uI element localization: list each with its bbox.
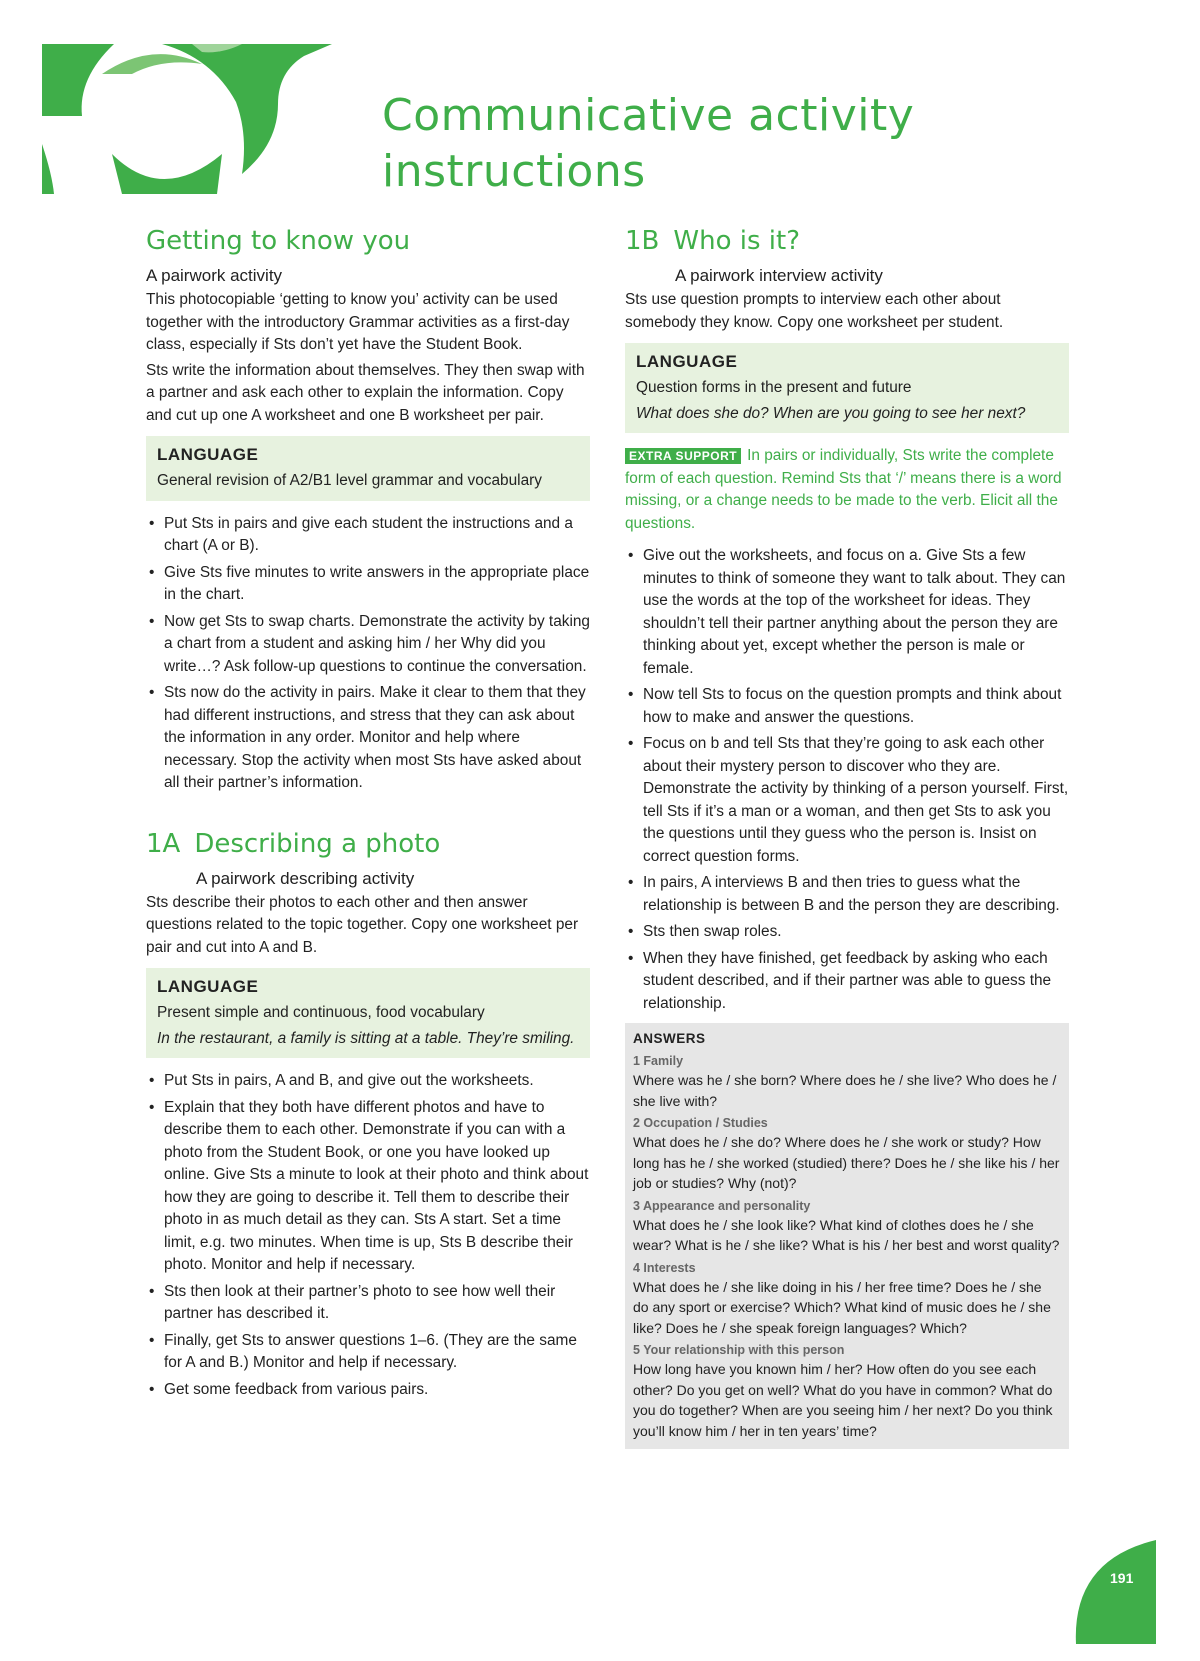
section-title-who-is-it (625, 224, 1069, 258)
answer-text: What does he / she look like? What kind of clothes does he / she wear? What is he / she like? What is his / her best and worst quality? (633, 1216, 1060, 1253)
list-item: • Give out the worksheets, and focus on a. Give Sts a few minutes to think of someone they want to talk about. They can use the words at the top of the worksheet for ideas. They shouldn’t tell their partner anything about the person they are thinking about yet, except whether the person is male or female. (625, 545, 1069, 680)
list-item: • Focus on b and tell Sts that they’re going to ask each other about their mystery person to discover who they are. Demonstrate the activity by thinking of a person yourself. First, tell Sts if it’s a man or a woman, and then get Sts to ask you the questions until they guess who the person is. Insist on correct question forms. (625, 733, 1069, 868)
paragraph: Sts use question prompts to interview each other about somebody they know. Copy one worksheet per student. (625, 291, 1004, 331)
answers-box (625, 1023, 1069, 1449)
answer-label: 4 Interests (633, 1260, 696, 1275)
language-line: Question forms in the present and future (636, 379, 912, 396)
list-item: • Explain that they both have different photos and have to describe them to each other. Demonstrate if you can with a photo from the Student Book, or one you have looked up online. Give Sts a minute to look at their photo and think about how they are going to describe it. Tell them to describe their photo in as much detail as they can. Sts A start. Set a time limit, e.g. two minutes. When time is up, Sts B describe their photo. Monitor and help if necessary. (146, 1097, 590, 1277)
answer-text: How long have you known him / her? How often do you see each other? Do you get on well? What do you have in common? What do you do together? When are you seeing him / her next? Do you think you’ll know him / her in ten years’ time? (633, 1361, 1053, 1439)
language-line: Present simple and continuous, food vocabulary (157, 1004, 485, 1021)
section-title-getting-to-know-you: Getting to know you (146, 226, 411, 256)
list-item: • Put Sts in pairs and give each student the instructions and a chart (A or B). (146, 513, 590, 558)
section-subtitle: A pairwork describing activity (196, 868, 415, 888)
answers-heading: ANSWERS (633, 1031, 706, 1046)
answer-text: What does he / she like doing in his / her free time? Does he / she do any sport or exercise? Which? What kind of music does he / she like? Does he / she speak foreign languages? Which? (633, 1278, 1051, 1336)
list-item: • In pairs, A interviews B and then tries to guess what the relationship is between B and the person they are describing. (625, 872, 1069, 917)
list-item: • Sts then look at their partner’s photo to see how well their partner has described it. (146, 1281, 590, 1326)
list-item: • Sts then swap roles. (625, 921, 1069, 944)
language-heading: LANGUAGE (636, 352, 738, 371)
language-box (146, 968, 590, 1058)
language-example: In the restaurant, a family is sitting at a table. They’re smiling. (157, 1029, 575, 1047)
list-item: • Put Sts in pairs, A and B, and give out the worksheets. (146, 1070, 590, 1093)
language-box (625, 343, 1069, 433)
answer-label: 5 Your relationship with this person (633, 1343, 845, 1357)
page-number-tab (1072, 1540, 1156, 1644)
list-item: • When they have finished, get feedback by asking who each student described, and if their partner was able to guess the relationship. (625, 948, 1069, 1016)
language-box (146, 436, 590, 501)
page-title: Communicative activity instructions (382, 90, 915, 197)
left-column (146, 224, 590, 1405)
right-column (625, 224, 1069, 1449)
section-title-text: Who is it? (673, 226, 801, 256)
paragraph: Sts write the information about themselves. They then swap with a partner and ask each other to explain the information. Copy and cut up one A worksheet and one B worksheet per pair. (146, 361, 585, 424)
brand-logo (42, 44, 332, 194)
answer-label: 3 Appearance and personality (633, 1198, 811, 1213)
list-item: • Give Sts five minutes to write answers in the appropriate place in the chart. (146, 562, 590, 607)
list-item: • Get some feedback from various pairs. (146, 1379, 590, 1402)
list-item: • Finally, get Sts to answer questions 1–6. (They are the same for A and B.) Monitor and help if necessary. (146, 1330, 590, 1375)
page-number: 191 (1110, 1570, 1134, 1586)
answer-label: 1 Family (633, 1054, 684, 1068)
paragraph: This photocopiable ‘getting to know you’ activity can be used together with the introductory Grammar activities as a first-day class, especially if Sts don’t yet have the Student Book. (146, 291, 570, 353)
list-item: • Now get Sts to swap charts. Demonstrate the activity by taking a chart from a student and asking him / her Why did you write…? Ask follow-up questions to continue the conversation. (146, 611, 590, 679)
extra-support-note (625, 445, 1069, 535)
language-example: What does she do? When are you going to see her next? (636, 404, 1026, 422)
extra-support-text: In pairs or individually, Sts write the complete form of each question. Remind Sts that ‘/’ means there is a word missing, or a change needs to be made to the verb. Elicit all the questions. (625, 447, 1062, 532)
section-title-text: Describing a photo (194, 828, 441, 859)
list-item: • Sts now do the activity in pairs. Make it clear to them that they had different instructions, and stress that they can ask about the information in any order. Monitor and help where necessary. Stop the activity when most Sts have asked about all their partner’s information. (146, 682, 590, 795)
section-number: 1B (625, 226, 660, 256)
page-tab-shape (1072, 1540, 1156, 1644)
answer-text: Where was he / she born? Where does he / she live? Who does he / she live with? (633, 1072, 1057, 1109)
instruction-list (146, 1070, 590, 1401)
paragraph: Sts describe their photos to each other and then answer questions related to the topic together. Copy one worksheet per pair and cut into A and B. (146, 893, 579, 956)
extra-support-tag: EXTRA SUPPORT (625, 448, 741, 464)
language-heading: LANGUAGE (157, 977, 259, 996)
list-item: • Now tell Sts to focus on the question prompts and think about how to make and answer the questions. (625, 684, 1069, 729)
language-heading: LANGUAGE (157, 445, 259, 464)
instruction-list (146, 513, 590, 795)
language-line: General revision of A2/B1 level grammar and vocabulary (157, 472, 542, 489)
section-subtitle: A pairwork interview activity (675, 266, 883, 285)
section-subtitle: A pairwork activity (146, 266, 283, 285)
answer-text: What does he / she do? Where does he / she work or study? How long has he / she worked (studied) there? Does he / she like his / her job or studies? Why (not)? (633, 1134, 1060, 1191)
section-number: 1A (146, 828, 181, 859)
instruction-list (625, 545, 1069, 1015)
section-title-describing-a-photo (146, 827, 590, 861)
answer-label: 2 Occupation / Studies (633, 1116, 768, 1130)
